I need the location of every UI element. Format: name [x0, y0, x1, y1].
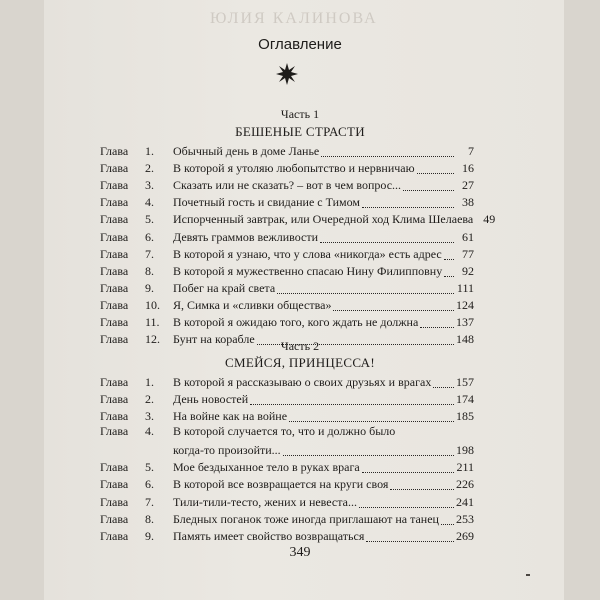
chapter-title: На войне как на войне [173, 409, 288, 424]
chapter-page: 211 [456, 460, 474, 475]
chapter-number: 2. [145, 392, 154, 407]
chapter-title: Бледных поганок тоже иногда приглашают на танец [173, 511, 439, 526]
chapter-title: Мое бездыханное тело в руках врага [173, 460, 360, 475]
chapter-row [100, 475, 474, 492]
chapter-title-continued: когда-то произойти... [173, 443, 281, 458]
chapter-word: Глава [100, 375, 129, 390]
ink-smudge [526, 574, 530, 576]
chapter-word: Глава [100, 195, 129, 210]
chapter-number: 9. [145, 528, 154, 543]
part-1-label: Часть 1 [280, 107, 320, 121]
dot-leader [362, 471, 454, 473]
chapter-number: 6. [145, 477, 154, 492]
chapter-number: 4. [145, 195, 154, 210]
chapter-page: 7 [468, 144, 474, 159]
chapter-title: Бунт на корабле [173, 332, 255, 347]
chapter-word: Глава [100, 297, 129, 312]
chapter-title: В которой я рассказываю о своих друзьях и врагах [173, 375, 432, 390]
chapter-number: 8. [145, 511, 154, 526]
chapter-row [100, 279, 474, 296]
chapter-word: Глава [100, 511, 129, 526]
chapter-title: День новостей [173, 392, 249, 407]
chapter-number: 5. [145, 212, 154, 227]
chapter-page: 241 [456, 494, 474, 509]
chapter-word: Глава [100, 161, 129, 176]
chapter-row [100, 313, 474, 330]
chapter-row [100, 245, 474, 262]
chapter-row [100, 176, 474, 193]
chapter-number: 8. [145, 263, 154, 278]
chapter-title: Обычный день в доме Ланье [173, 144, 320, 159]
chapter-number: 1. [145, 375, 154, 390]
chapter-word: Глава [100, 494, 129, 509]
dot-leader [359, 506, 454, 508]
toc-title: Оглавление [258, 36, 342, 53]
chapter-word: Глава [100, 528, 129, 543]
chapter-word: Глава [100, 144, 129, 159]
chapter-title: Я, Симка и «сливки общества» [173, 297, 332, 312]
chapter-row [100, 210, 496, 227]
chapter-row [100, 373, 474, 390]
dot-leader [321, 155, 454, 157]
chapter-page: 157 [456, 375, 474, 390]
dot-leader [333, 309, 454, 311]
dot-leader [417, 172, 454, 174]
chapter-title: В которой я ожидаю того, кого ждать не должна [173, 315, 419, 330]
dot-leader [289, 420, 454, 422]
chapter-page: 77 [462, 246, 474, 261]
chapter-title: Сказать или не сказать? – вот в чем вопрос... [173, 178, 402, 193]
chapter-word: Глава [100, 178, 129, 193]
chapter-word: Глава [100, 477, 129, 492]
chapter-number: 3. [145, 409, 154, 424]
chapter-row [100, 458, 474, 475]
chapter-page: 269 [456, 528, 474, 543]
chapter-number: 12. [145, 332, 160, 347]
chapter-title: В которой я мужественно спасаю Нину Филипповну [173, 263, 443, 278]
chapter-word: Глава [100, 280, 129, 295]
chapter-number: 1. [145, 144, 154, 159]
chapter-number: 7. [145, 246, 154, 261]
chapter-page: 253 [456, 511, 474, 526]
chapter-number: 5. [145, 460, 154, 475]
chapter-page: 16 [462, 161, 474, 176]
dot-leader [390, 488, 454, 490]
chapter-row [100, 227, 474, 244]
chapter-number: 10. [145, 297, 160, 312]
chapter-word: Глава [100, 424, 129, 439]
chapter-row [100, 193, 474, 210]
chapter-row [100, 262, 474, 279]
chapter-title: В которой случается то, что и должно было [173, 424, 396, 439]
chapter-title: Побег на край света [173, 280, 276, 295]
dot-leader [441, 523, 454, 525]
chapter-page: 49 [483, 212, 496, 227]
chapter-number: 7. [145, 494, 154, 509]
chapter-word: Глава [100, 212, 129, 227]
chapter-row [100, 407, 474, 424]
chapter-page: 92 [462, 263, 474, 278]
chapter-page: 226 [456, 477, 474, 492]
bleed-through-text: ЮЛИЯ КАЛИНОВА [210, 10, 378, 27]
chapter-page: 61 [462, 229, 474, 244]
chapter-row [100, 142, 474, 159]
chapter-row [100, 424, 474, 458]
chapter-page: 174 [456, 392, 474, 407]
chapter-page: 148 [456, 332, 474, 347]
eight-point-star-icon [276, 63, 298, 85]
chapter-number: 6. [145, 229, 154, 244]
chapter-title: В которой все возвращается на круги своя [173, 477, 389, 492]
chapter-word: Глава [100, 263, 129, 278]
chapter-number: 4. [145, 424, 154, 439]
dot-leader [444, 275, 454, 277]
chapter-page: 185 [456, 409, 474, 424]
chapter-word: Глава [100, 392, 129, 407]
dot-leader [362, 206, 454, 208]
chapter-number: 2. [145, 161, 154, 176]
chapter-word: Глава [100, 460, 129, 475]
chapter-row [100, 159, 474, 176]
chapter-word: Глава [100, 229, 129, 244]
chapter-title: Испорченный завтрак, или Очередной ход Клима Шелаева [173, 212, 474, 227]
chapter-number: 3. [145, 178, 154, 193]
chapter-row [100, 296, 474, 313]
chapter-row [100, 527, 474, 544]
chapter-number: 11. [145, 315, 160, 330]
part-1-title: БЕШЕНЫЕ СТРАСТИ [235, 124, 365, 139]
part-2-chapter-list [100, 373, 474, 544]
chapter-number: 9. [145, 280, 154, 295]
chapter-title: Тили-тили-тесто, жених и невеста... [173, 494, 357, 509]
chapter-title: Почетный гость и свидание с Тимом [173, 195, 361, 210]
page-number: 349 [289, 545, 311, 560]
dot-leader [433, 386, 454, 388]
chapter-title: Девять граммов вежливости [173, 229, 319, 244]
part-2-title: СМЕЙСЯ, ПРИНЦЕССА! [225, 355, 375, 370]
dot-leader [420, 326, 454, 328]
dot-leader [403, 189, 454, 191]
chapter-word: Глава [100, 315, 129, 330]
chapter-row [100, 492, 474, 509]
chapter-page: 137 [456, 315, 474, 330]
dot-leader [320, 241, 454, 243]
chapter-row [100, 510, 474, 527]
part-1-chapter-list [100, 142, 496, 347]
chapter-page: 27 [462, 178, 474, 193]
chapter-title: Память имеет свойство возвращаться [173, 528, 365, 543]
chapter-row [100, 390, 474, 407]
chapter-title: В которой я узнаю, что у слова «никогда» есть адрес [173, 246, 442, 261]
chapter-title: В которой я утоляю любопытство и нервничаю [173, 161, 415, 176]
dot-leader [277, 292, 454, 294]
chapter-word: Глава [100, 332, 129, 347]
chapter-page: 124 [456, 297, 474, 312]
chapter-page: 38 [462, 195, 474, 210]
part-2-label: Часть 2 [280, 339, 320, 353]
chapter-page: 111 [456, 280, 474, 295]
dot-leader [283, 454, 454, 456]
dot-leader [444, 258, 454, 260]
chapter-word: Глава [100, 409, 129, 424]
chapter-word: Глава [100, 246, 129, 261]
dot-leader [366, 540, 454, 542]
chapter-page: 198 [456, 443, 474, 458]
dot-leader [250, 403, 454, 405]
